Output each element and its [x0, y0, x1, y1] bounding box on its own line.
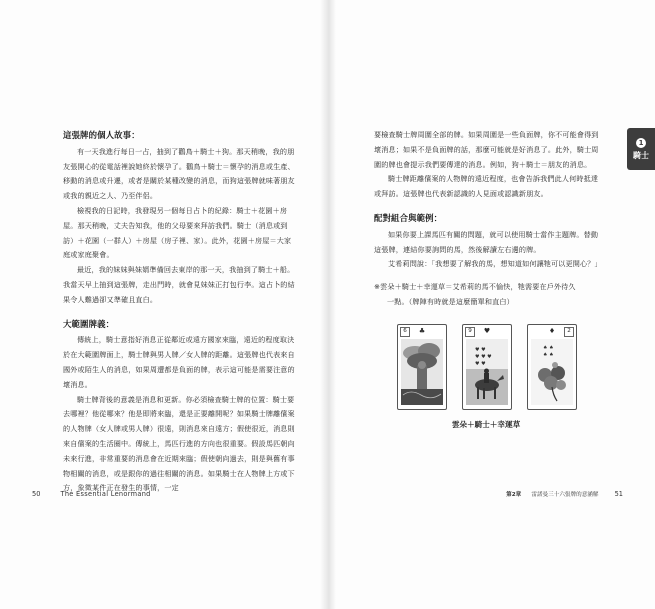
card-number: 9 [465, 327, 475, 337]
card-number: 2 [564, 327, 574, 337]
running-head-book-title: The Essential Lenormand [60, 490, 151, 498]
figure-caption: 雲朵＋騎士＋幸運草 [451, 420, 521, 429]
right-text-column [374, 128, 600, 310]
running-head-part-title: 雷諾曼三十六張牌的意涵解 [531, 492, 599, 498]
paragraph: 有一天我進行每日一占，抽到了鸛鳥＋騎士＋狗。那天稍晚，我的朋友張開心的從電話裡說她終於懷孕了。鸛鳥＋騎士＝懷孕的消息或生產、移動的消息或升遷，或者是關於某種改變的消息，而狗這張牌就味著朋友或我的親近之人、乃至伴侶。 [63, 146, 295, 201]
svg-text:♠ ♠: ♠ ♠ [543, 352, 554, 358]
svg-text:♥ ♥ ♥: ♥ ♥ ♥ [475, 354, 492, 360]
svg-text:♠ ♠: ♠ ♠ [543, 345, 554, 351]
example-line: ※雲朵＋騎士＋幸運草＝艾希莉的馬不愉快，牠需要在戶外待久 [374, 282, 576, 292]
card-number: 6 [400, 327, 410, 337]
heading-personal-story: 這張牌的個人故事： [63, 130, 140, 140]
clouds-illustration-icon [401, 339, 443, 405]
card-suit-icon: ♥ [483, 327, 491, 335]
page-number: 50 [32, 490, 41, 498]
right-footer [506, 490, 623, 498]
book-gutter [320, 0, 336, 609]
paragraph: 艾希莉問說：「我想要了解我的馬，想知道如何讓牠可以更開心？」 [388, 259, 602, 269]
paragraph: 騎士牌距離儐案的人物牌的遠近程度，也會告訴我們此人何時抵達或拜訪。這張牌也代表新認識的人見面或認識新朋友。 [374, 174, 599, 199]
example-line: 一點。（牌陣有時就是這麼簡單和直白） [387, 296, 514, 306]
right-page [336, 0, 655, 609]
chapter-tab [627, 128, 655, 170]
running-head-chapter: 第2章 [506, 492, 522, 498]
paragraph: 要檢查騎士牌周圍全部的牌。如果周圍是一些負面牌，你不可能會得到壞消息；如果不是負面牌的話，那麼可能就是好消息了。此外，騎士周圍的牌也會提示我們要傳達的消息。例如，狗＋騎士＝朋友的消息。 [374, 130, 599, 169]
svg-text:♥ ♥: ♥ ♥ [475, 361, 486, 367]
card-spread-illustration [397, 324, 575, 414]
left-footer [32, 490, 151, 498]
tab-card-name: 騎士 [633, 151, 649, 160]
heading-pairings: 配對組合與範例： [374, 212, 443, 223]
card-clouds [397, 324, 447, 410]
card-suit-icon: ♣ [418, 327, 426, 335]
paragraph: 檢視我的日記時，我發現另一個每日占卜的紀錄：騎士＋花園＋房屋。那天稍晚，丈夫告知我，他的父母要來拜訪我們。騎士（消息或到訪）＋花園（一群人）＋房屋（房子裡、家）。此外，花園＋房屋＝大家庭或家庭聚會。 [63, 205, 292, 260]
card-rider [462, 324, 512, 410]
left-page [0, 0, 320, 609]
page-number: 51 [614, 490, 623, 498]
clover-illustration-icon [531, 339, 573, 405]
paragraph: 最近，我的妹妹與妹婿準備回去東岸的那一天，我抽到了騎士＋船。我當天早上抽到這張牌，走出門時，就會見妹妹正打包行李。這占卜的結果令人難過卻又準確且直白。 [63, 265, 295, 304]
rider-illustration-icon [466, 339, 508, 405]
tab-card-number: 1 [636, 138, 646, 148]
left-text-column [60, 128, 295, 498]
card-clover [527, 324, 577, 410]
example-reading [374, 280, 600, 310]
card-suit-icon: ♦ [548, 327, 556, 335]
svg-text:♥ ♥: ♥ ♥ [475, 347, 486, 353]
paragraph: 傳統上，騎士意指好消息正從鄰近或遠方國家來臨，遠近的程度取決於在大範圍牌面上，騎士牌與男人牌／女人牌的距離。這張牌也代表來自國外或陌生人的消息，如果周遭都是負面的牌，表示這可能是需要注意的壞消息。 [63, 335, 295, 389]
paragraph: 如果你要上課馬匹有關的問題，就可以使用騎士當作主題牌。替動這張牌，連結你要詢問的馬，然後解讀左右邊的牌。 [374, 229, 599, 254]
heading-grand-tableau: 大範圍牌義： [63, 318, 115, 329]
paragraph: 騎士牌背後的意義是消息和更新。你必須檢查騎士牌的位置：騎士要去哪裡？他從哪來？他是即將來臨，還是正要離開呢？如果騎士牌離儐案的人物牌（女人牌或男人牌）很遠，則消息來自遠方；假使很近，消息則來自儐案的生活圈中。傳統上，馬匹行進的方向也很重要。假設馬匹朝向未來行進，非常重要的消息會在近期來臨；假使朝向過去，則是與舊有事物相關的消息，或是跟你的過往相關的消息。如果騎士在人物牌上方或下方，象徵某件正在發生的事情，一定 [63, 394, 295, 493]
